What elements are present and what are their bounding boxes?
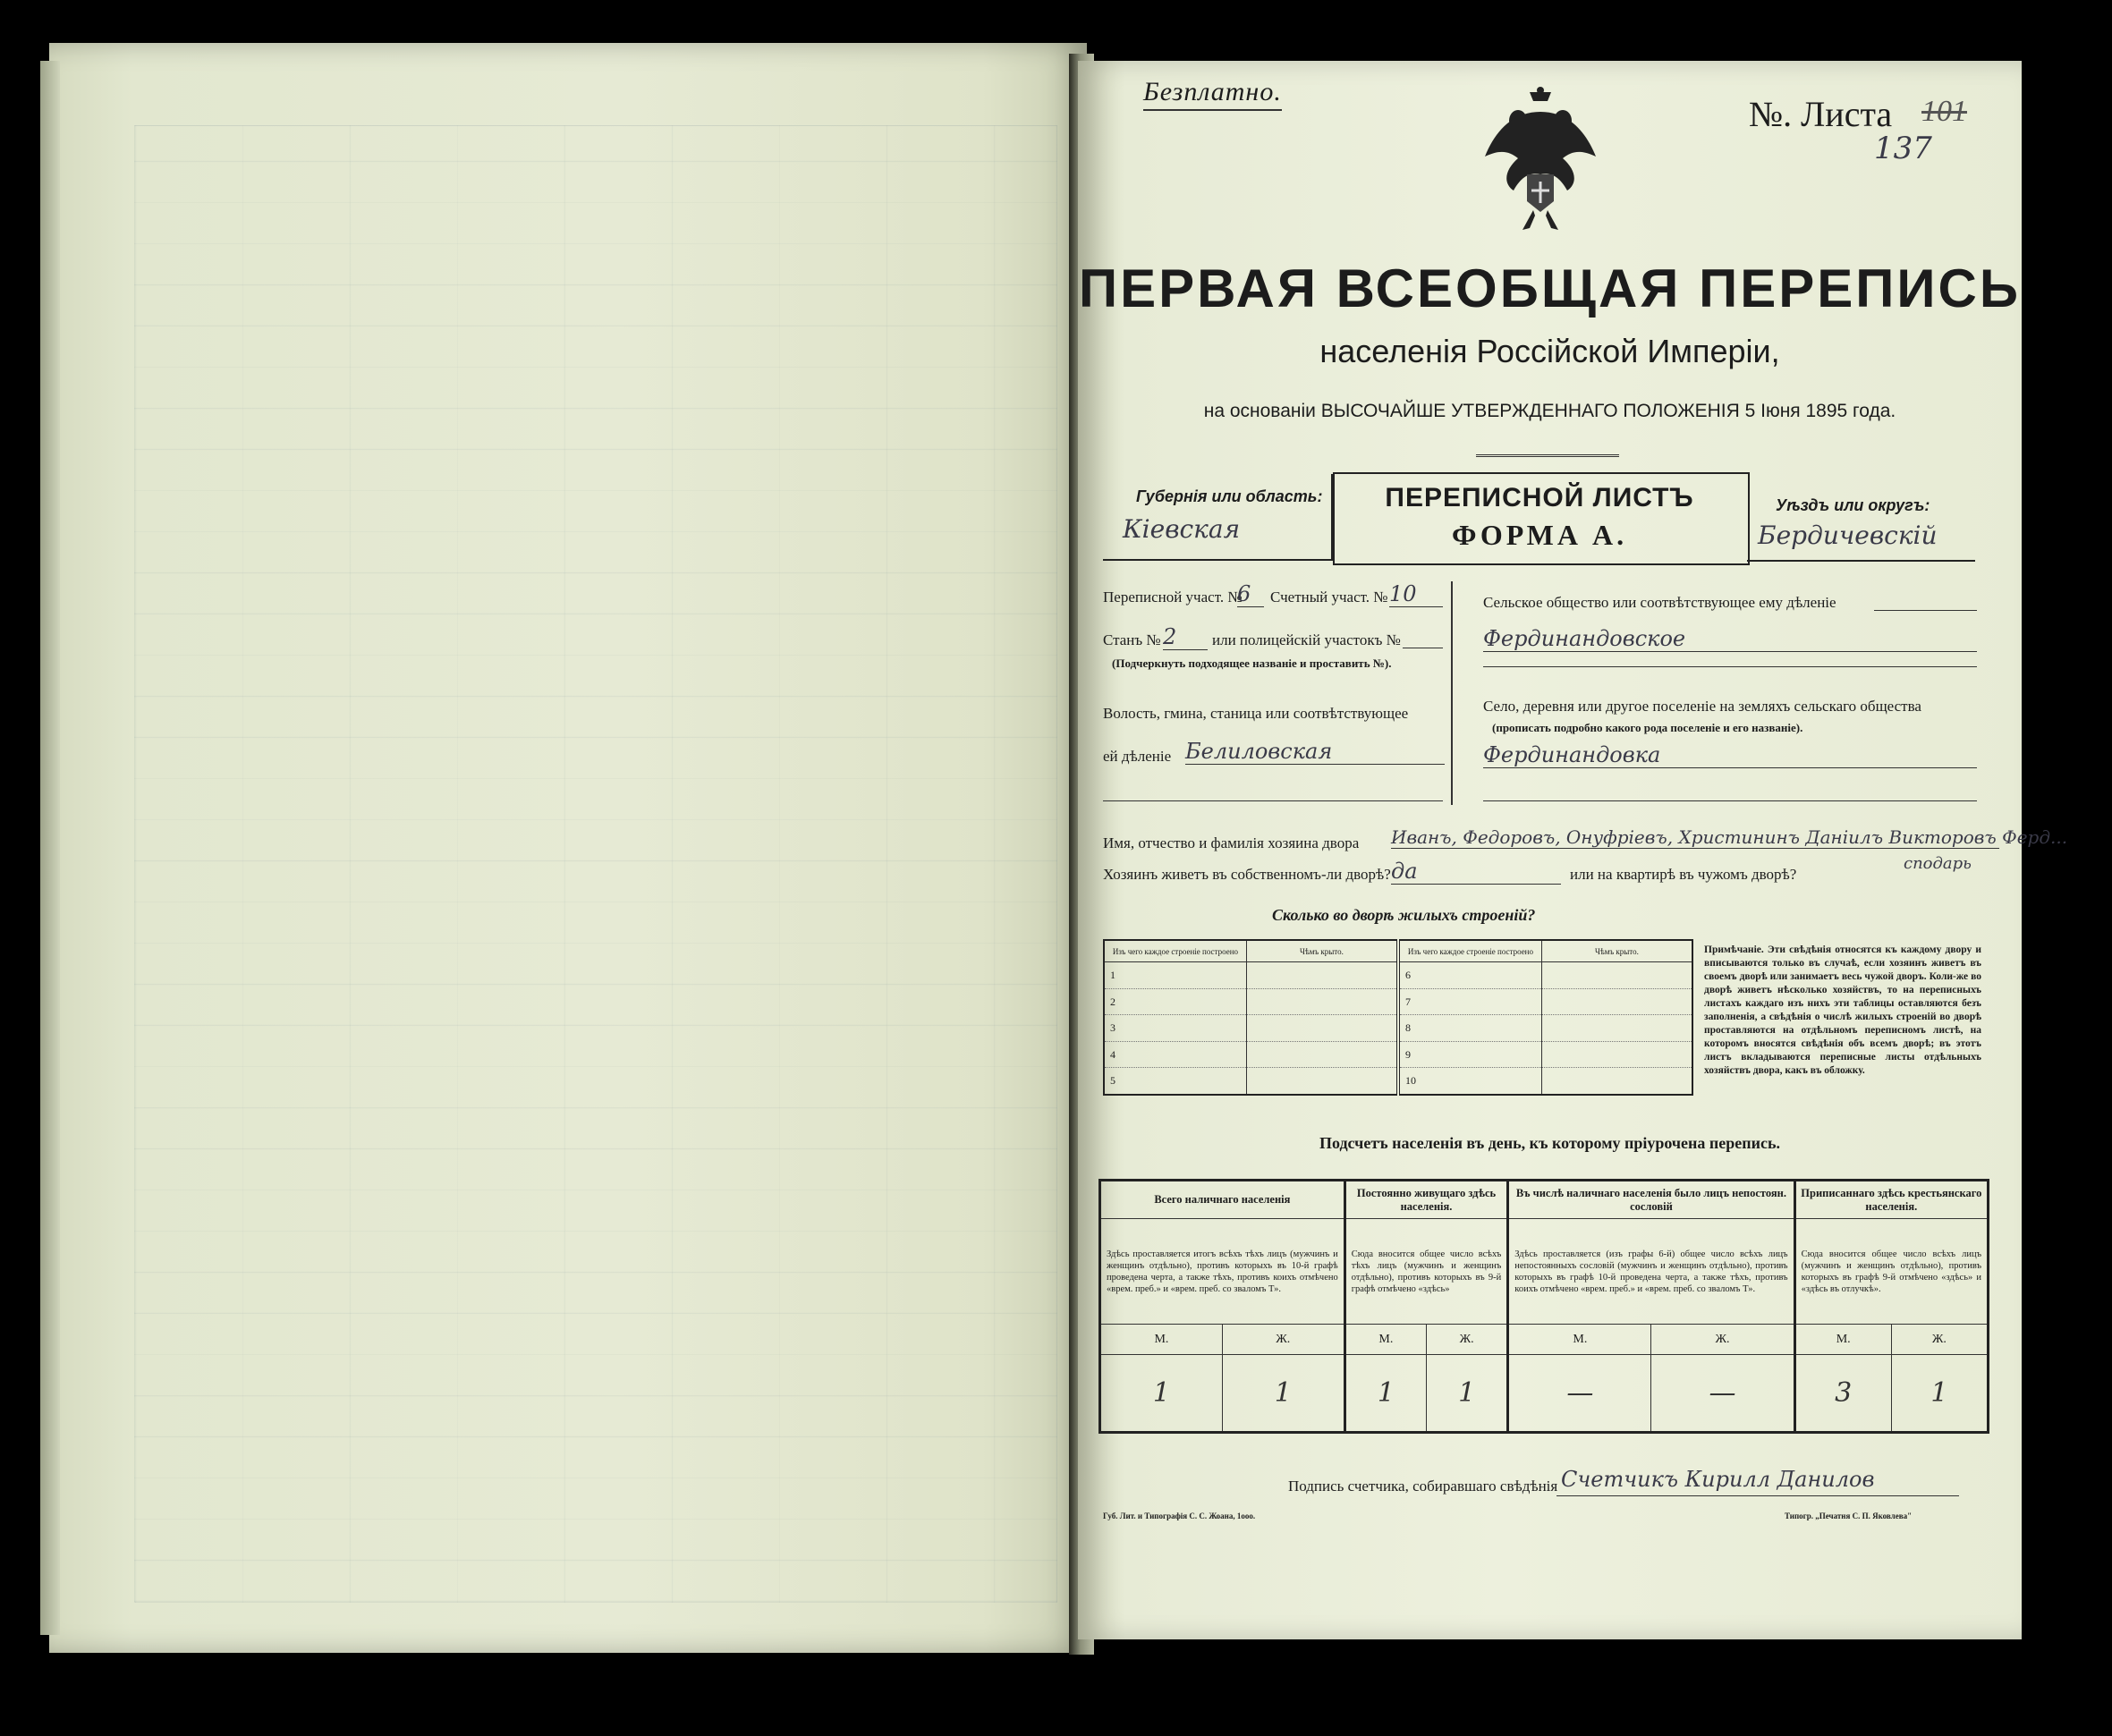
pop-registered-male: 3: [1794, 1355, 1891, 1433]
double-headed-eagle-emblem-icon: [1478, 85, 1603, 237]
houses-col-material-2: Изъ чего каждое строеніе построено: [1398, 940, 1541, 962]
volost-label: Волость, гмина, станица или соотвѣтствующее: [1103, 705, 1409, 722]
pop-nonpermanent-female: —: [1651, 1355, 1794, 1433]
document-title: ПЕРВАЯ ВСЕОБЩАЯ ПЕРЕПИСЬ: [1079, 258, 2021, 318]
houses-row: [1104, 1015, 1692, 1042]
house-num: 2: [1104, 988, 1246, 1015]
count-area-value: 10: [1389, 581, 1443, 607]
sheet-number-old: 101: [1921, 95, 1967, 128]
count-area-label: Счетный участ. №: [1270, 589, 1388, 605]
house-num: 6: [1398, 962, 1541, 989]
houses-col-roof: Чѣмъ крыто.: [1246, 940, 1398, 962]
village-extra-line: [1483, 800, 1977, 801]
pop-group-title: Приписаннаго здѣсь крестьянскаго населенія.: [1794, 1181, 1988, 1219]
volost-extra-line: [1103, 800, 1443, 801]
owner-lives-value: да: [1391, 859, 1561, 885]
signature-value: Счетчикъ Кирилл Данилов: [1561, 1467, 1875, 1492]
village-value: Фердинандовка: [1483, 742, 1977, 768]
field-column-divider: [1451, 581, 1453, 805]
village-note: (прописать подробно какого рода поселеніе и его названіе).: [1492, 721, 1803, 734]
stan-label: Станъ №: [1103, 631, 1161, 648]
house-num: 7: [1398, 988, 1541, 1015]
pop-total-female: 1: [1222, 1355, 1344, 1433]
stan-note: (Подчеркнуть подходящее названіе и проставить №).: [1112, 656, 1392, 670]
stan-value: 2: [1163, 624, 1208, 650]
pop-female-header: Ж.: [1891, 1325, 1988, 1355]
province-label: Губернія или область:: [1136, 487, 1323, 505]
pop-group-desc: Сюда вносится общее число всѣхъ тѣхъ лицъ (мужчинъ и женщинъ отдѣльно), противъ которыхъ въ 9-й графѣ отмѣчено «здѣсь»: [1344, 1219, 1508, 1325]
pop-group-desc: Здѣсь проставляется итогъ всѣхъ тѣхъ лицъ (мужчинъ и женщинъ отдѣльно), противъ которыхъ въ 10-й графѣ проведена черта, а также тѣхъ, противъ коихъ отмѣчено «врем. преб.» и «врем. преб. со зваломъ Т».: [1100, 1219, 1345, 1325]
society-value: Фердинандовское: [1483, 626, 1977, 652]
pop-male-header: М.: [1794, 1325, 1891, 1355]
signature-label: Подпись счетчика, собиравшаго свѣдѣнія: [1288, 1478, 1558, 1495]
census-area-value: 6: [1237, 581, 1264, 607]
printer-imprint-left: Губ. Лит. и Типографія С. С. Жоана, 1ооо.: [1103, 1512, 1256, 1520]
houses-col-material: Изъ чего каждое строеніе построено: [1104, 940, 1246, 962]
house-num: 1: [1104, 962, 1246, 989]
signature-line: [1556, 1495, 1959, 1496]
owner-label: Имя, отчество и фамилія хозяина двора: [1103, 834, 1360, 851]
pop-group-desc: Сюда вносится общее число всѣхъ лицъ (мужчинъ и женщинъ отдѣльно), противъ которыхъ въ графѣ 9-й отмѣчено «здѣсь» и «здѣсь въ отлучкѣ».: [1794, 1219, 1988, 1325]
pop-resident-female: 1: [1427, 1355, 1508, 1433]
uezd-value: Бердичевскій: [1758, 521, 1938, 550]
pop-group-title: Всего наличнаго населенія: [1100, 1181, 1345, 1219]
pop-female-header: Ж.: [1222, 1325, 1344, 1355]
house-num: 4: [1104, 1041, 1246, 1068]
legal-basis-line: на основаніи ВЫСОЧАЙШЕ УТВЕРЖДЕННАГО ПОЛОЖЕНІЯ 5 Іюня 1895 года.: [1203, 401, 1896, 421]
houses-row: [1104, 1068, 1692, 1095]
pop-female-header: Ж.: [1427, 1325, 1508, 1355]
houses-row: [1104, 962, 1692, 989]
volost-label-2: ей дѣленіе: [1103, 748, 1172, 765]
form-title-line2: ФОРМА А.: [1451, 519, 1628, 551]
house-num: 10: [1398, 1068, 1541, 1095]
page-stack-edge: [40, 61, 60, 1635]
house-num: 5: [1110, 1074, 1115, 1088]
police-area-label: или полицейскій участокъ №: [1212, 631, 1401, 648]
pop-nonpermanent-male: —: [1508, 1355, 1651, 1433]
document-subtitle: населенія Россійской Имперіи,: [1319, 333, 1780, 369]
pop-male-header: М.: [1100, 1325, 1223, 1355]
pop-registered-female: 1: [1891, 1355, 1988, 1433]
houses-col-roof-2: Чѣмъ крыто.: [1541, 940, 1692, 962]
pop-group-title: Въ числѣ наличнаго населенія было лицъ непостоян. сословій: [1508, 1181, 1794, 1219]
ornament-divider: [1476, 454, 1619, 466]
pop-group-title: Постоянно живущаго здѣсь населенія.: [1344, 1181, 1508, 1219]
pop-resident-male: 1: [1344, 1355, 1426, 1433]
sheet-number-label: №. Листа: [1749, 94, 1893, 134]
society-extra-line: [1483, 666, 1977, 667]
volost-value: Белиловская: [1185, 739, 1445, 765]
sheet-number-handwritten: 137: [1874, 131, 1932, 166]
owner-lives-label: Хозяинъ живетъ въ собственномъ-ли дворѣ?: [1103, 866, 1391, 883]
owner-value-continued: сподарь: [1904, 854, 1972, 873]
houses-table: [1103, 939, 1693, 1096]
houses-caption: Сколько во дворѣ жилыхъ строеній?: [1272, 906, 1536, 924]
houses-row: [1104, 988, 1692, 1015]
pop-total-male: 1: [1100, 1355, 1223, 1433]
house-num: 9: [1398, 1041, 1541, 1068]
province-value: Кіевская: [1123, 514, 1241, 544]
village-label: Село, деревня или другое поселеніе на земляхъ сельскаго общества: [1483, 698, 1921, 715]
pop-male-header: М.: [1344, 1325, 1426, 1355]
owner-value: Иванъ, Федоровъ, Онуфріевъ, Христининъ Даніилъ Викторовъ Ферд...: [1391, 826, 2068, 848]
population-table: [1098, 1179, 1989, 1434]
pop-group-desc: Здѣсь проставляется (изъ графы 6-й) общее число всѣхъ лицъ непостоянныхъ сословій (мужчинъ и женщинъ отдѣльно), противъ которыхъ въ графѣ 10-й проведена черта, а также тѣхъ, противъ коихъ отмѣчено «врем. преб.» и «врем. преб. со зваломъ Т».: [1508, 1219, 1794, 1325]
houses-note: Примѣчаніе. Эти свѣдѣнія относятся къ каждому двору и вписываются только въ случаѣ, если хозяинъ живетъ въ своемъ дворѣ или занимаетъ весь чужой дворъ. Коли-же во дворѣ живетъ нѣсколько хозяйствъ, то на переписныхъ листахъ каждаго изъ нихъ эти таблицы оставляются безъ заполненія, а свѣдѣнія о числѣ жилыхъ строеній во дворѣ проставляются на отдѣльномъ переписномъ листѣ, на которомъ вносятся свѣдѣнія объ всемъ дворѣ; въ этотъ листъ вкладываются переписные листы отдѣльныхъ хозяйствъ двора, какъ въ обложку.: [1704, 944, 1981, 1076]
population-caption: Подсчетъ населенія въ день, къ которому пріурочена перепись.: [1319, 1134, 1781, 1152]
house-num: 3: [1104, 1015, 1246, 1042]
form-title-line1: ПЕРЕПИСНОЙ ЛИСТЪ: [1385, 483, 1694, 512]
pop-female-header: Ж.: [1651, 1325, 1794, 1355]
printer-imprint-right: Типогр. „Печатня С. П. Яковлева": [1785, 1512, 1913, 1520]
census-area-label: Переписной участ. №: [1103, 589, 1243, 605]
houses-row: [1104, 1041, 1692, 1068]
owner-rent-label: или на квартирѣ въ чужомъ дворѣ?: [1570, 866, 1797, 883]
house-num: 8: [1398, 1015, 1541, 1042]
society-label: Сельское общество или соотвѣтствующее ему дѣленіе: [1483, 594, 1836, 611]
left-page-faded-grid: [134, 125, 1057, 1603]
pop-male-header: М.: [1508, 1325, 1651, 1355]
society-label-line: [1874, 610, 1977, 611]
uezd-label: Уѣздъ или округъ:: [1776, 496, 1930, 514]
free-label: Безплатно.: [1143, 77, 1282, 111]
